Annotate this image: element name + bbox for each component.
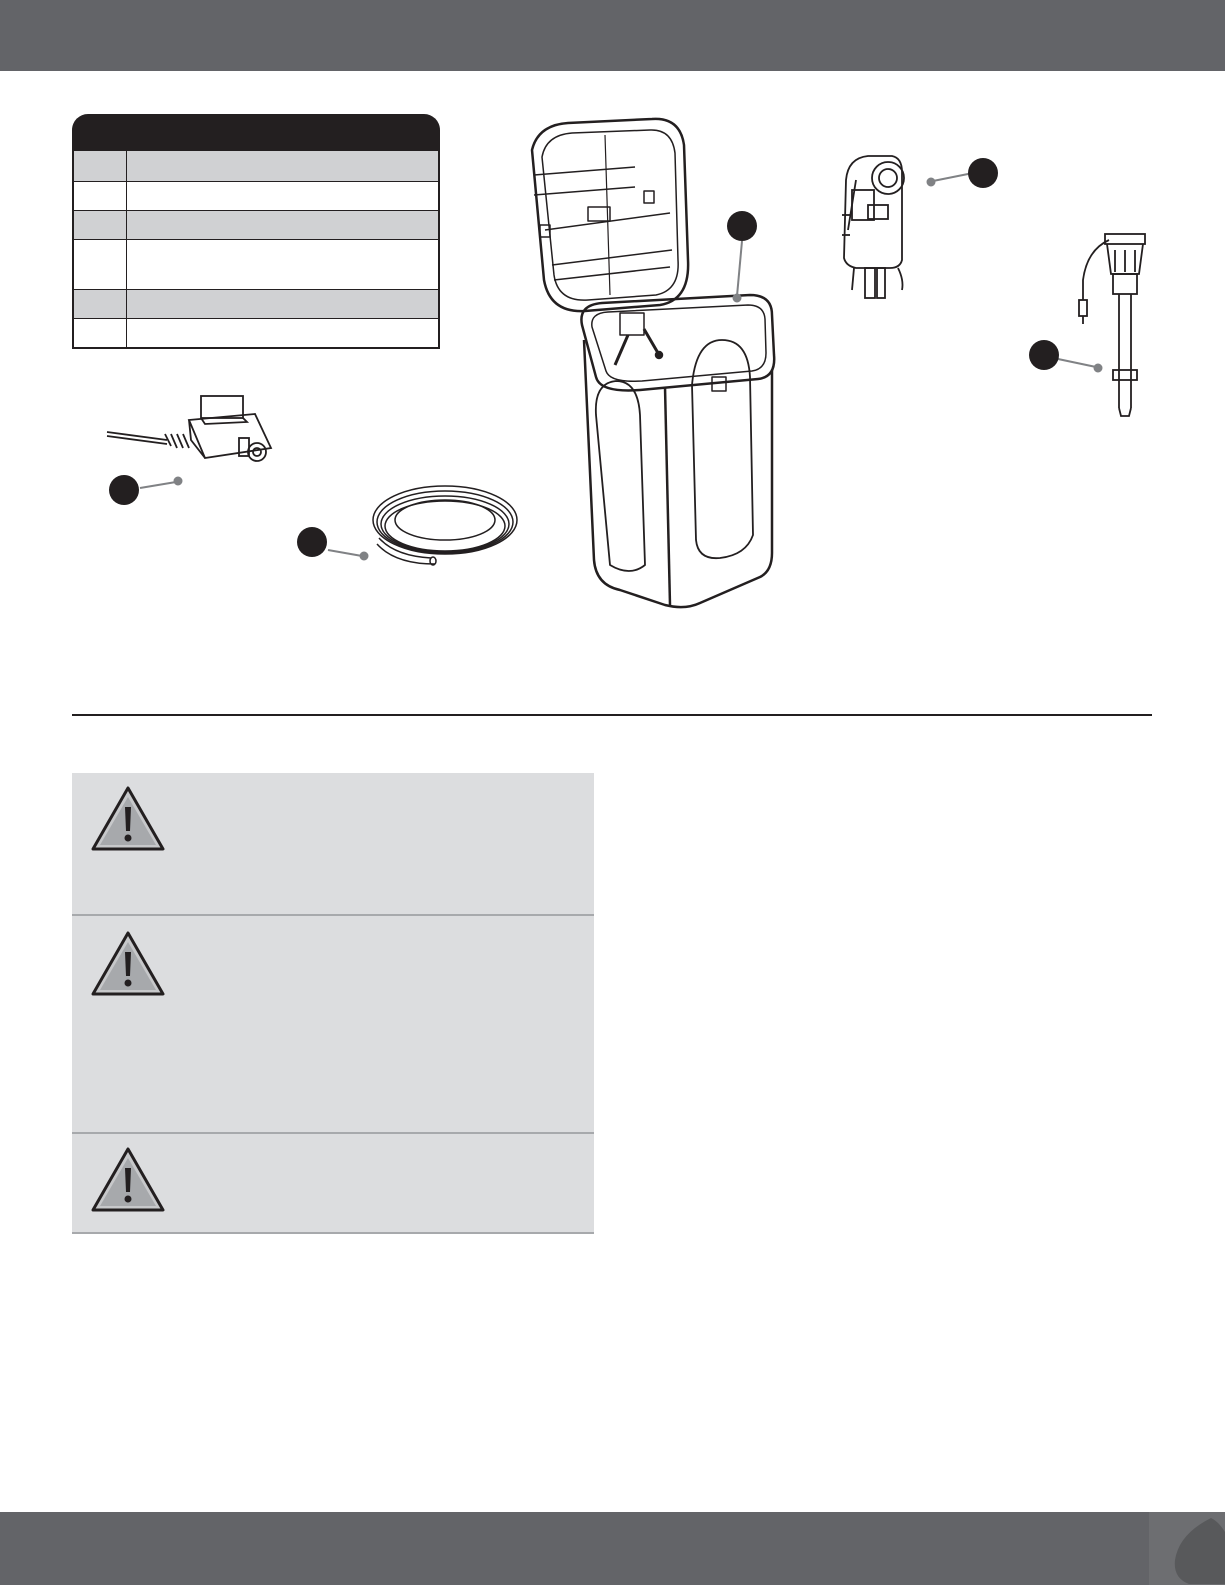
warning-panel bbox=[72, 916, 594, 1134]
table-row bbox=[74, 318, 438, 347]
table-row bbox=[74, 289, 438, 318]
table-cell-number bbox=[74, 290, 127, 318]
parts-table bbox=[72, 114, 440, 349]
control-valve-illustration bbox=[838, 150, 918, 305]
table-row bbox=[74, 239, 438, 289]
callout-marker bbox=[1029, 340, 1059, 370]
table-cell-number bbox=[74, 240, 127, 289]
warning-triangle-icon bbox=[90, 1146, 166, 1214]
callout-marker bbox=[968, 158, 998, 188]
warning-triangle-icon bbox=[90, 930, 166, 998]
table-row bbox=[74, 181, 438, 210]
table-cell-number bbox=[74, 182, 127, 210]
tubing-coil-illustration bbox=[365, 472, 525, 582]
table-cell-number bbox=[74, 319, 127, 347]
table-cell-description bbox=[127, 211, 438, 239]
table-cell-description bbox=[127, 182, 438, 210]
transformer-illustration bbox=[105, 390, 285, 480]
page-footer-bar bbox=[0, 1512, 1225, 1585]
table-cell-number bbox=[74, 151, 127, 181]
warning-panel bbox=[72, 1134, 594, 1234]
brine-tank-illustration bbox=[510, 115, 790, 620]
callout-marker bbox=[727, 211, 757, 241]
brine-well-illustration bbox=[1065, 230, 1155, 420]
table-cell-description bbox=[127, 290, 438, 318]
warning-triangle-icon bbox=[90, 785, 166, 853]
table-cell-description bbox=[127, 240, 438, 289]
callout-marker bbox=[297, 527, 327, 557]
brand-drop-icon bbox=[1149, 1512, 1225, 1585]
section-divider bbox=[72, 714, 1152, 716]
parts-table-header bbox=[72, 114, 440, 151]
warning-panel bbox=[72, 773, 594, 916]
table-cell-description bbox=[127, 151, 438, 181]
table-cell-number bbox=[74, 211, 127, 239]
table-row bbox=[74, 210, 438, 239]
callout-marker bbox=[109, 475, 139, 505]
page-header-bar bbox=[0, 0, 1225, 71]
table-row bbox=[74, 151, 438, 181]
parts-table-body bbox=[72, 151, 440, 349]
table-cell-description bbox=[127, 319, 438, 347]
